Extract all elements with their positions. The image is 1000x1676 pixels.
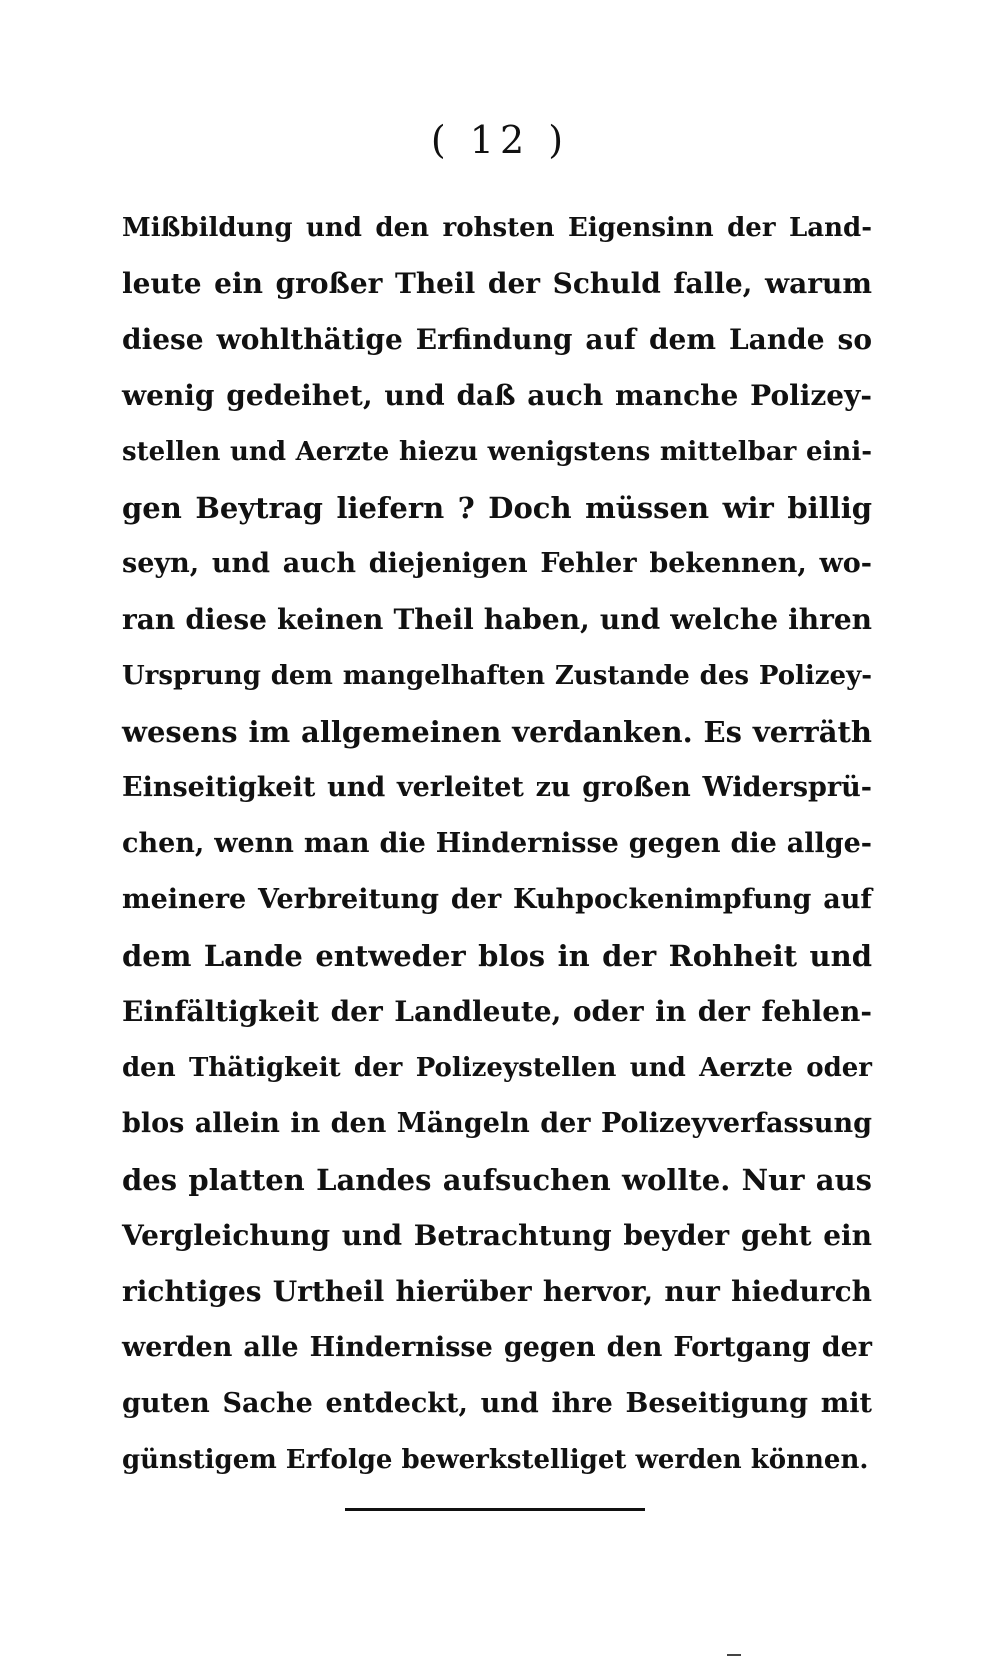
text-line: dem Lande entweder blos in der Rohheit und: [122, 939, 872, 973]
text-line: guten Sache entdeckt, und ihre Beseitigung mit: [122, 1388, 872, 1419]
text-line: des platten Landes aufsuchen wollte. Nur aus: [122, 1163, 872, 1197]
text-line: Mißbildung und den rohsten Eigensinn der Land-: [122, 213, 872, 243]
text-line: meinere Verbreitung der Kuhpockenimpfung auf: [122, 884, 872, 915]
body-text: [122, 200, 872, 1488]
text-line: diese wohlthätige Erfindung auf dem Lande so: [122, 323, 872, 356]
text-line: Einfältigkeit der Landleute, oder in der fehlen-: [122, 995, 872, 1028]
text-line: wesens im allgemeinen verdanken. Es verräth: [122, 715, 872, 749]
print-mark: [727, 1654, 741, 1656]
text-line: Ursprung dem mangelhaften Zustande des Polizey-: [122, 661, 872, 691]
text-line: Einseitigkeit und verleitet zu großen Widersprü-: [122, 772, 872, 803]
text-line: seyn, und auch diejenigen Fehler bekennen, wo-: [122, 548, 872, 579]
page-number: ( 12 ): [430, 118, 570, 162]
text-line: gen Beytrag liefern ? Doch müssen wir billig: [122, 491, 872, 525]
text-line: wenig gedeihet, und daß auch manche Polizey-: [122, 379, 872, 412]
text-line: den Thätigkeit der Polizeystellen und Aerzte oder: [122, 1053, 872, 1083]
text-line: leute ein großer Theil der Schuld falle, warum: [122, 267, 872, 300]
section-divider: [345, 1508, 645, 1511]
text-line: werden alle Hindernisse gegen den Fortgang der: [122, 1332, 872, 1363]
text-line: blos allein in den Mängeln der Polizeyverfassung: [122, 1108, 872, 1139]
text-line: Vergleichung und Betrachtung beyder geht ein: [122, 1219, 872, 1252]
text-line: chen, wenn man die Hindernisse gegen die allge-: [122, 828, 872, 859]
text-line: ran diese keinen Theil haben, und welche ihren: [122, 603, 872, 636]
text-line: richtiges Urtheil hierüber hervor, nur hiedurch: [122, 1275, 872, 1308]
text-line: günstigem Erfolge bewerkstelliget werden können.: [122, 1445, 869, 1475]
text-line: stellen und Aerzte hiezu wenigstens mittelbar eini-: [122, 437, 872, 467]
